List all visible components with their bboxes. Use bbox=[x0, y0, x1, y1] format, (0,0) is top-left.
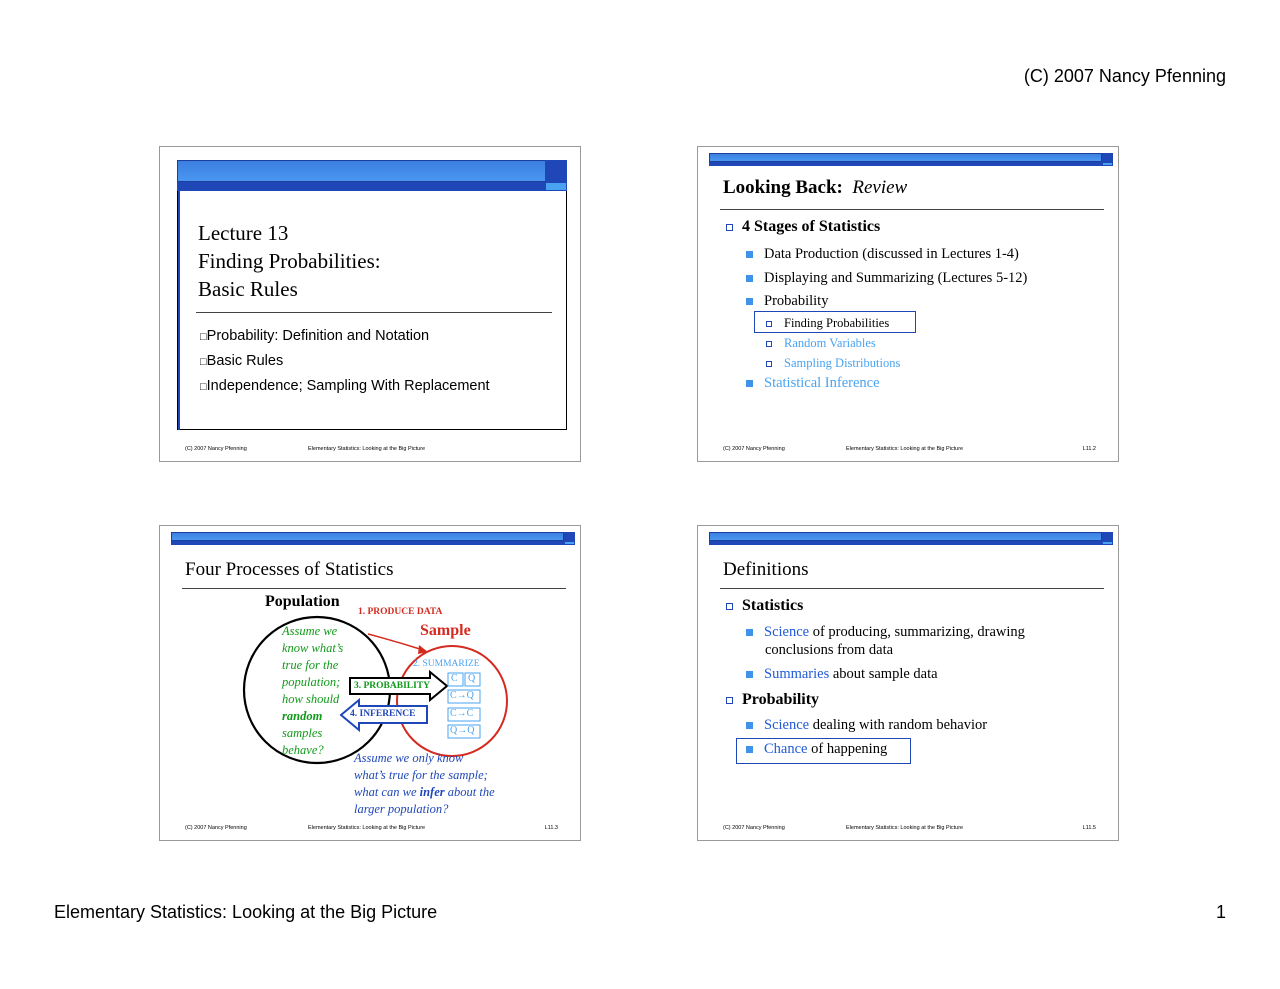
slide-foot-left: (C) 2007 Nancy Pfenning bbox=[723, 446, 785, 452]
bar-square-light bbox=[1102, 162, 1113, 166]
population-question: Assume we know what’s true for the population; how should random samples behave? bbox=[282, 624, 344, 757]
list-item: Chance of happening bbox=[746, 741, 887, 758]
bar-stripe bbox=[709, 541, 1102, 545]
title-bar bbox=[709, 153, 1102, 162]
bar-square-dark bbox=[1102, 153, 1113, 162]
slide-foot-mid: Elementary Statistics: Looking at the Big Picture bbox=[308, 446, 426, 452]
list-item: Probability bbox=[746, 290, 1027, 314]
grid-cell: C bbox=[451, 673, 458, 684]
list-item: Statistical Inference bbox=[746, 375, 880, 392]
bar-stripe bbox=[709, 162, 1102, 166]
summarize-label: 2. SUMMARIZE bbox=[413, 659, 480, 669]
bar-stripe bbox=[177, 182, 545, 191]
slide-title: Four Processes of Statistics bbox=[185, 559, 394, 580]
slide-2 bbox=[697, 146, 1119, 462]
subsub-bullets bbox=[766, 313, 900, 373]
slide-4 bbox=[697, 525, 1119, 841]
list-item-cont: conclusions from data bbox=[765, 642, 894, 658]
title-rule bbox=[720, 209, 1104, 210]
list-item: □Probability: Definition and Notation bbox=[200, 328, 430, 344]
sample-question: Assume we only know what’s true for the sample; what can we infer about the larger population? bbox=[354, 751, 495, 816]
grid-cell: Q→Q bbox=[450, 725, 475, 736]
list-item: Science of producing, summarizing, drawing bbox=[746, 622, 1025, 642]
sample-label: Sample bbox=[420, 622, 471, 639]
heading-probability: Probability bbox=[726, 691, 819, 709]
slide-title: Definitions bbox=[723, 559, 809, 580]
list-item: Data Production (discussed in Lectures 1-4) bbox=[746, 243, 1027, 267]
slide-foot-right: L11.5 bbox=[1082, 825, 1096, 831]
slide-foot-left: (C) 2007 Nancy Pfenning bbox=[185, 446, 247, 452]
list-item: Summaries about sample data bbox=[746, 666, 938, 683]
title-rule bbox=[196, 312, 552, 313]
slide-foot-mid: Elementary Statistics: Looking at the Big Picture bbox=[308, 825, 426, 831]
slide-foot-left: (C) 2007 Nancy Pfenning bbox=[723, 825, 785, 831]
heading-statistics: Statistics bbox=[726, 597, 803, 615]
bar-square-dark bbox=[545, 160, 567, 182]
title-rule bbox=[720, 588, 1104, 589]
list-item: □Independence; Sampling With Replacement bbox=[200, 378, 490, 394]
slide-foot-mid: Elementary Statistics: Looking at the Big Picture bbox=[846, 825, 964, 831]
list-item: Sampling Distributions bbox=[766, 353, 900, 373]
sub-bullets bbox=[746, 243, 1027, 314]
slide-1 bbox=[159, 146, 581, 462]
slide-foot-left: (C) 2007 Nancy Pfenning bbox=[185, 825, 247, 831]
page-footer-title: Elementary Statistics: Looking at the Big Picture bbox=[54, 902, 438, 922]
slide-title: Looking Back: Review bbox=[723, 177, 908, 198]
grid-cell: C→Q bbox=[450, 690, 474, 701]
bullet-list bbox=[200, 324, 490, 399]
slide-foot-right: L11.2 bbox=[1082, 446, 1096, 452]
probability-label: 3. PROBABILITY bbox=[354, 681, 431, 691]
list-item: □Basic Rules bbox=[200, 353, 284, 369]
bar-square-light bbox=[1102, 541, 1113, 545]
produce-label: 1. PRODUCE DATA bbox=[358, 607, 443, 617]
bar-square-dark bbox=[1102, 532, 1113, 541]
list-item: Displaying and Summarizing (Lectures 5-12) bbox=[746, 267, 1027, 291]
page-number: 1 bbox=[1215, 902, 1226, 922]
title-bar bbox=[177, 160, 547, 182]
grid-cell: C→C bbox=[450, 708, 474, 719]
page-header: (C) 2007 Nancy Pfenning bbox=[1023, 66, 1226, 86]
population-label: Population bbox=[265, 593, 340, 610]
slide-title: Lecture 13 Finding Probabilities: Basic Rules bbox=[198, 221, 381, 301]
slide-foot-mid: Elementary Statistics: Looking at the Big Picture bbox=[846, 446, 964, 452]
slide-foot-right: L11.3 bbox=[544, 825, 558, 831]
main-bullet: 4 Stages of Statistics bbox=[726, 218, 880, 236]
title-bar bbox=[709, 532, 1102, 541]
list-item: Random Variables bbox=[766, 333, 900, 353]
list-item: Finding Probabilities bbox=[766, 313, 900, 333]
grid-cell: Q bbox=[468, 673, 476, 684]
slide-3 bbox=[159, 525, 581, 841]
bar-square-light bbox=[545, 182, 567, 191]
inference-label: 4. INFERENCE bbox=[350, 709, 416, 719]
list-item: Science dealing with random behavior bbox=[746, 717, 987, 734]
